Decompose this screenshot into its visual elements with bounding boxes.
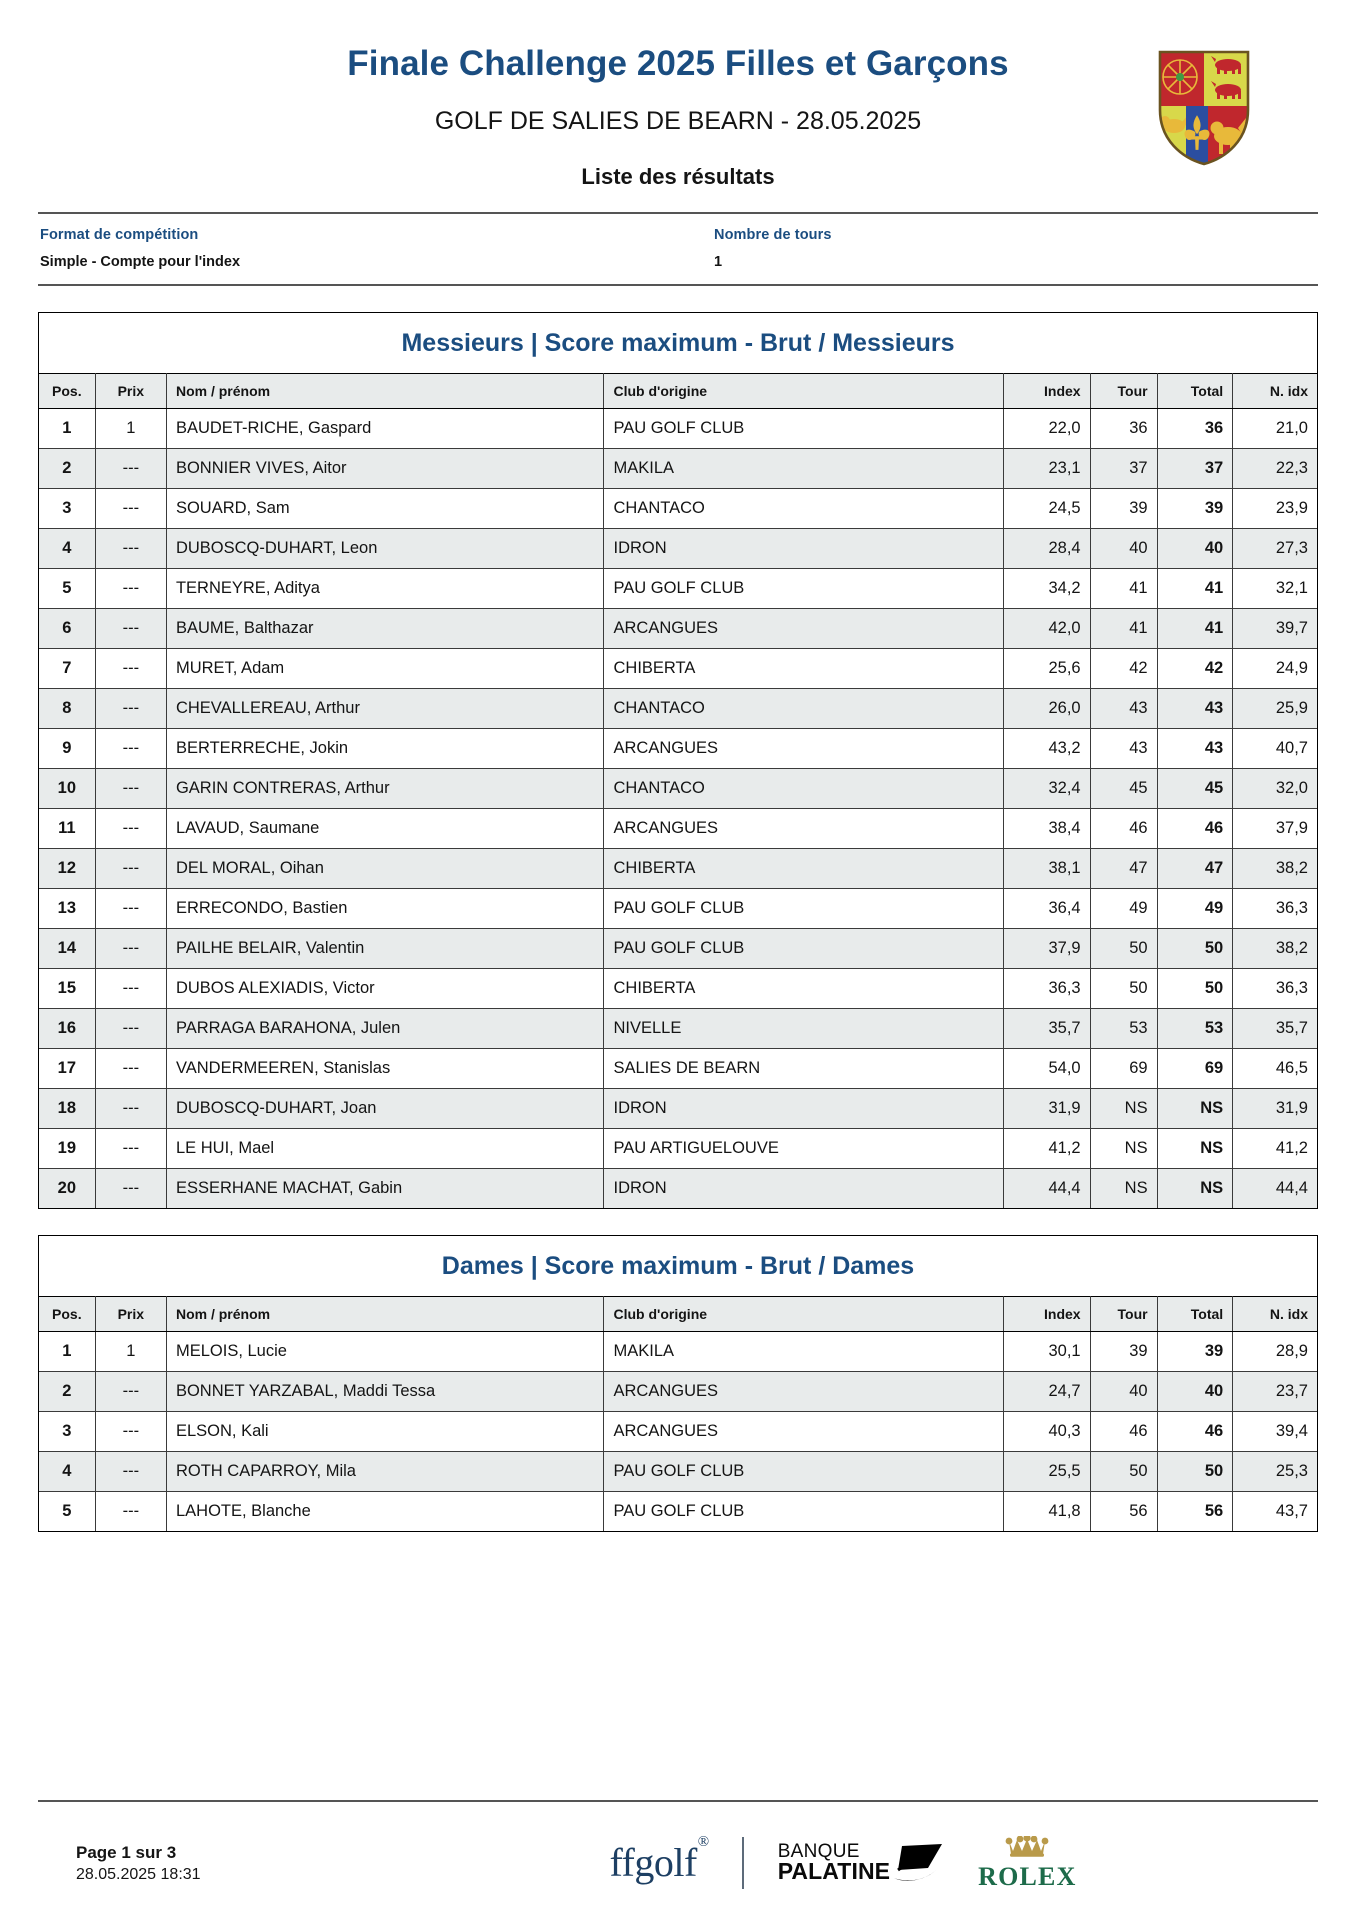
table-row	[39, 809, 1317, 849]
column-header-total: Total	[1157, 1297, 1233, 1332]
cell-club: SALIES DE BEARN	[604, 1049, 1004, 1089]
document-header	[38, 0, 1318, 190]
cell-club: CHANTACO	[604, 769, 1004, 809]
cell-tour: 53	[1090, 1009, 1157, 1049]
cell-index: 41,8	[1004, 1492, 1090, 1532]
section-title: Messieurs | Score maximum - Brut / Messieurs	[401, 329, 955, 358]
cell-pos: 19	[39, 1129, 95, 1169]
cell-name: ERRECONDO, Bastien	[166, 889, 604, 929]
cell-tour: NS	[1090, 1129, 1157, 1169]
cell-pos: 15	[39, 969, 95, 1009]
cell-index: 24,5	[1004, 489, 1090, 529]
cell-total: 42	[1157, 649, 1233, 689]
cell-total: 50	[1157, 1452, 1233, 1492]
cell-nidx: 43,7	[1275, 1502, 1308, 1521]
cell-name: BONNET YARZABAL, Maddi Tessa	[166, 1372, 604, 1412]
cell-nidx: 44,4	[1233, 1169, 1317, 1209]
cell-nidx: 22,3	[1233, 449, 1317, 489]
logo-divider	[742, 1837, 744, 1889]
cell-name: DUBOSCQ-DUHART, Leon	[166, 529, 604, 569]
results-table	[39, 1296, 1317, 1531]
cell-tour: 42	[1090, 649, 1157, 689]
format-column	[38, 227, 678, 270]
palatine-line-2: PALATINE	[777, 1858, 891, 1885]
cell-index: 22,0	[1004, 409, 1090, 449]
table-row	[39, 1129, 1317, 1169]
cell-prix: ---	[95, 809, 166, 849]
cell-pos: 3	[39, 1412, 95, 1452]
cell-total: NS	[1157, 1169, 1233, 1209]
cell-nidx: 27,3	[1233, 529, 1317, 569]
table-row	[39, 569, 1317, 609]
ffgolf-logo	[609, 1833, 709, 1885]
cell-tour: 47	[1090, 849, 1157, 889]
cell-total: 39	[1157, 1332, 1233, 1372]
column-header-name: Nom / prénom	[166, 1297, 604, 1332]
cell-index: 44,4	[1004, 1169, 1090, 1209]
cell-nidx: 23,9	[1233, 489, 1317, 529]
cell-name: BONNIER VIVES, Aitor	[166, 449, 604, 489]
generation-timestamp: 28.05.2025 18:31	[76, 1865, 201, 1883]
results-sections	[38, 312, 1318, 1532]
cell-nidx: 36,3	[1233, 889, 1317, 929]
cell-prix: ---	[95, 1169, 166, 1209]
cell-tour: 36	[1090, 409, 1157, 449]
cell-prix: ---	[95, 1129, 166, 1169]
cell-prix: ---	[95, 609, 166, 649]
cell-tour: 39	[1090, 1332, 1157, 1372]
cell-index: 32,4	[1004, 769, 1090, 809]
cell-name: DUBOS ALEXIADIS, Victor	[166, 969, 604, 1009]
column-header-club: Club d'origine	[604, 1297, 1004, 1332]
cell-club: CHIBERTA	[604, 849, 1004, 889]
cell-index: 38,4	[1004, 809, 1090, 849]
column-header-index: Index	[1004, 1297, 1090, 1332]
cell-tour: 37	[1090, 449, 1157, 489]
column-header-tour: Tour	[1090, 374, 1157, 409]
cell-index: 26,0	[1004, 689, 1090, 729]
cell-name: GARIN CONTRERAS, Arthur	[166, 769, 604, 809]
table-row	[39, 1332, 1317, 1372]
cell-name: TERNEYRE, Aditya	[166, 569, 604, 609]
cell-club: MAKILA	[604, 1332, 1004, 1372]
cell-nidx: 35,7	[1233, 1009, 1317, 1049]
table-row	[39, 1372, 1317, 1412]
cell-index: 31,9	[1004, 1089, 1090, 1129]
cell-tour: 46	[1090, 1412, 1157, 1452]
cell-tour: 50	[1090, 929, 1157, 969]
cell-prix: ---	[95, 1049, 166, 1089]
cell-prix: ---	[95, 569, 166, 609]
table-row	[39, 729, 1317, 769]
table-row	[39, 1452, 1317, 1492]
cell-name: BERTERRECHE, Jokin	[166, 729, 604, 769]
table-row	[39, 1009, 1317, 1049]
cell-tour: 39	[1090, 489, 1157, 529]
meta-bottom-rule	[38, 284, 1318, 286]
cell-nidx: 37,9	[1233, 809, 1317, 849]
cell-nidx: 41,2	[1233, 1129, 1317, 1169]
cell-club: PAU ARTIGUELOUVE	[604, 1129, 1004, 1169]
cell-nidx: 39,4	[1233, 1412, 1317, 1452]
cell-pos: 3	[39, 489, 95, 529]
cell-name: DEL MORAL, Oihan	[166, 849, 604, 889]
cell-nidx: 28,9	[1233, 1332, 1317, 1372]
cell-nidx: 23,7	[1233, 1372, 1317, 1412]
cell-index: 28,4	[1004, 529, 1090, 569]
cell-nidx: 32,1	[1233, 569, 1317, 609]
cell-club: CHANTACO	[604, 489, 1004, 529]
table-row	[39, 529, 1317, 569]
rounds-value: 1	[714, 254, 723, 271]
table-header-row	[39, 1297, 1317, 1332]
cell-nidx: 38,2	[1233, 849, 1317, 889]
footer-page-info	[76, 1843, 406, 1884]
cell-name: CHEVALLEREAU, Arthur	[166, 689, 604, 729]
cell-club: CHIBERTA	[604, 969, 1004, 1009]
palatine-flag-icon	[892, 1842, 944, 1884]
cell-total: 46	[1157, 809, 1233, 849]
cell-prix: ---	[95, 529, 166, 569]
cell-index: 43,2	[1004, 729, 1090, 769]
results-table	[39, 373, 1317, 1208]
cell-club: IDRON	[604, 1089, 1004, 1129]
column-header-index: Index	[1004, 374, 1090, 409]
cell-pos: 16	[39, 1009, 95, 1049]
cell-total: 56	[1157, 1492, 1233, 1532]
table-row	[39, 1169, 1317, 1209]
cell-total: 36	[1157, 409, 1233, 449]
cell-nidx: 25,9	[1233, 689, 1317, 729]
cell-index: 30,1	[1004, 1332, 1090, 1372]
cell-pos: 4	[39, 529, 95, 569]
cell-pos: 17	[39, 1049, 95, 1089]
section-title: Dames | Score maximum - Brut / Dames	[441, 1252, 915, 1281]
column-header-nidx: N. idx	[1233, 1297, 1317, 1332]
cell-tour: 50	[1090, 969, 1157, 1009]
format-value: Simple - Compte pour l'index	[40, 254, 241, 271]
cell-index: 35,7	[1004, 1009, 1090, 1049]
cell-club: ARCANGUES	[604, 1412, 1004, 1452]
rolex-logo	[978, 1836, 1076, 1890]
cell-total: 41	[1157, 569, 1233, 609]
page-footer	[38, 1800, 1318, 1920]
cell-index: 25,5	[1004, 1452, 1090, 1492]
cell-nidx: 24,9	[1233, 649, 1317, 689]
cell-total: 40	[1157, 1372, 1233, 1412]
table-row	[39, 849, 1317, 889]
cell-pos: 8	[39, 689, 95, 729]
table-row	[39, 1089, 1317, 1129]
cell-name: ROTH CAPARROY, Mila	[166, 1452, 604, 1492]
table-row	[39, 449, 1317, 489]
cell-club: PAU GOLF CLUB	[604, 889, 1004, 929]
cell-nidx: 46,5	[1233, 1049, 1317, 1089]
column-header-tour: Tour	[1090, 1297, 1157, 1332]
rounds-label: Nombre de tours	[714, 227, 832, 244]
cell-total: NS	[1157, 1129, 1233, 1169]
cell-total: 69	[1157, 1049, 1233, 1089]
cell-pos: 10	[39, 769, 95, 809]
cell-prix: ---	[95, 729, 166, 769]
cell-prix: ---	[95, 969, 166, 1009]
table-row	[39, 609, 1317, 649]
cell-pos: 1	[39, 1332, 95, 1372]
page-title: Finale Challenge 2025 Filles et Garçons	[347, 44, 1009, 83]
table-row	[39, 1492, 1317, 1532]
cell-club: ARCANGUES	[604, 1372, 1004, 1412]
cell-pos: 18	[39, 1089, 95, 1129]
column-header-total: Total	[1157, 374, 1233, 409]
competition-meta	[38, 214, 1318, 284]
cell-pos: 6	[39, 609, 95, 649]
cell-prix: 1	[95, 409, 166, 449]
cell-tour: 56	[1090, 1492, 1157, 1532]
section-heading: Liste des résultats	[581, 164, 775, 190]
cell-pos: 14	[39, 929, 95, 969]
cell-tour: 41	[1090, 609, 1157, 649]
cell-pos: 9	[39, 729, 95, 769]
cell-total: 45	[1157, 769, 1233, 809]
cell-name: ESSERHANE MACHAT, Gabin	[166, 1169, 604, 1209]
cell-nidx: 38,2	[1233, 929, 1317, 969]
column-header-nidx: N. idx	[1233, 374, 1317, 409]
table-row	[39, 1412, 1317, 1452]
cell-total: 47	[1157, 849, 1233, 889]
cell-total: NS	[1157, 1089, 1233, 1129]
cell-prix: ---	[95, 889, 166, 929]
cell-index: 54,0	[1004, 1049, 1090, 1089]
cell-club: PAU GOLF CLUB	[604, 929, 1004, 969]
cell-pos: 4	[39, 1452, 95, 1492]
cell-name: LAVAUD, Saumane	[166, 809, 604, 849]
cell-total: 49	[1157, 889, 1233, 929]
table-row	[39, 889, 1317, 929]
table-row	[39, 769, 1317, 809]
cell-index: 40,3	[1004, 1412, 1090, 1452]
cell-index: 34,2	[1004, 569, 1090, 609]
cell-club: PAU GOLF CLUB	[604, 1492, 1004, 1532]
table-row	[39, 489, 1317, 529]
cell-total: 39	[1157, 489, 1233, 529]
result-section	[38, 312, 1318, 1209]
page-number: Page 1 sur 3	[76, 1842, 177, 1862]
cell-prix: ---	[95, 769, 166, 809]
cell-tour: 40	[1090, 529, 1157, 569]
cell-name: PAILHE BELAIR, Valentin	[166, 929, 604, 969]
cell-tour: 43	[1090, 729, 1157, 769]
cell-club: PAU GOLF CLUB	[604, 409, 1004, 449]
cell-nidx: 25,3	[1233, 1452, 1317, 1492]
cell-club: ARCANGUES	[604, 809, 1004, 849]
cell-pos: 2	[39, 1372, 95, 1412]
cell-total: 37	[1157, 449, 1233, 489]
cell-index: 23,1	[1004, 449, 1090, 489]
cell-name: BAUDET-RICHE, Gaspard	[166, 409, 604, 449]
cell-club: PAU GOLF CLUB	[604, 569, 1004, 609]
cell-nidx: 32,0	[1233, 769, 1317, 809]
cell-index: 38,1	[1004, 849, 1090, 889]
cell-prix: ---	[95, 1089, 166, 1129]
cell-pos: 7	[39, 649, 95, 689]
cell-tour: 69	[1090, 1049, 1157, 1089]
cell-tour: NS	[1090, 1089, 1157, 1129]
column-header-club: Club d'origine	[604, 374, 1004, 409]
cell-total: 43	[1157, 729, 1233, 769]
cell-name: PARRAGA BARAHONA, Julen	[166, 1009, 604, 1049]
cell-name: ELSON, Kali	[166, 1412, 604, 1452]
cell-prix: ---	[95, 1372, 166, 1412]
cell-pos: 1	[39, 409, 95, 449]
cell-total: 53	[1157, 1009, 1233, 1049]
cell-index: 36,4	[1004, 889, 1090, 929]
cell-index: 37,9	[1004, 929, 1090, 969]
cell-name: SOUARD, Sam	[166, 489, 604, 529]
cell-club: CHANTACO	[604, 689, 1004, 729]
cell-name: BAUME, Balthazar	[166, 609, 604, 649]
cell-prix: ---	[95, 1412, 166, 1452]
cell-club: PAU GOLF CLUB	[604, 1452, 1004, 1492]
table-row	[39, 689, 1317, 729]
cell-pos: 2	[39, 449, 95, 489]
cell-club: IDRON	[604, 1169, 1004, 1209]
cell-name: VANDERMEEREN, Stanislas	[166, 1049, 604, 1089]
column-header-pos: Pos.	[39, 1297, 95, 1332]
cell-prix: ---	[95, 1452, 166, 1492]
column-header-prix: Prix	[95, 1297, 166, 1332]
table-row	[39, 929, 1317, 969]
cell-name: LAHOTE, Blanche	[166, 1492, 604, 1532]
cell-pos: 11	[39, 809, 95, 849]
cell-total: 40	[1157, 529, 1233, 569]
result-section	[38, 1235, 1318, 1532]
table-header-row	[39, 374, 1317, 409]
column-header-name: Nom / prénom	[166, 374, 604, 409]
venue-date-subtitle: GOLF DE SALIES DE BEARN - 28.05.2025	[434, 107, 922, 136]
bearn-coat-of-arms-icon	[1156, 48, 1252, 166]
cell-prix: ---	[95, 689, 166, 729]
cell-tour: 50	[1090, 1452, 1157, 1492]
cell-name: MURET, Adam	[166, 649, 604, 689]
column-header-prix: Prix	[95, 374, 166, 409]
cell-tour: NS	[1090, 1169, 1157, 1209]
cell-index: 42,0	[1004, 609, 1090, 649]
table-row	[39, 1049, 1317, 1089]
cell-pos: 5	[39, 569, 95, 609]
format-label: Format de compétition	[40, 227, 199, 244]
cell-nidx: 39,7	[1233, 609, 1317, 649]
cell-prix: ---	[95, 849, 166, 889]
cell-index: 36,3	[1004, 969, 1090, 1009]
cell-tour: 40	[1090, 1372, 1157, 1412]
palatine-line-1: BANQUE	[777, 1841, 860, 1863]
cell-nidx: 21,0	[1233, 409, 1317, 449]
cell-club: ARCANGUES	[604, 609, 1004, 649]
column-header-pos: Pos.	[39, 374, 95, 409]
cell-club: NIVELLE	[604, 1009, 1004, 1049]
cell-total: 50	[1157, 929, 1233, 969]
cell-nidx: 40,7	[1233, 729, 1317, 769]
sponsor-logos	[406, 1833, 1280, 1891]
cell-club: CHIBERTA	[604, 649, 1004, 689]
cell-nidx: 31,9	[1233, 1089, 1317, 1129]
cell-index: 24,7	[1004, 1372, 1090, 1412]
registered-trademark-icon: ®	[697, 1833, 709, 1850]
cell-prix: ---	[95, 929, 166, 969]
cell-total: 41	[1157, 609, 1233, 649]
cell-tour: 45	[1090, 769, 1157, 809]
cell-pos: 12	[39, 849, 95, 889]
cell-name: LE HUI, Mael	[166, 1129, 604, 1169]
cell-pos: 13	[39, 889, 95, 929]
cell-total: 46	[1157, 1412, 1233, 1452]
cell-name: DUBOSCQ-DUHART, Joan	[166, 1089, 604, 1129]
rolex-crown-icon	[1003, 1836, 1051, 1858]
cell-prix: ---	[95, 649, 166, 689]
cell-club: MAKILA	[604, 449, 1004, 489]
table-row	[39, 969, 1317, 1009]
banque-palatine-logo	[778, 1842, 944, 1884]
cell-prix: ---	[95, 449, 166, 489]
cell-tour: 43	[1090, 689, 1157, 729]
cell-prix: 1	[95, 1332, 166, 1372]
cell-nidx: 36,3	[1233, 969, 1317, 1009]
rolex-wordmark: ROLEX	[978, 1862, 1077, 1891]
cell-club: ARCANGUES	[604, 729, 1004, 769]
table-row	[39, 649, 1317, 689]
cell-total: 43	[1157, 689, 1233, 729]
cell-prix: ---	[95, 1492, 166, 1532]
cell-tour: 41	[1090, 569, 1157, 609]
cell-pos: 20	[39, 1169, 95, 1209]
table-row	[39, 409, 1317, 449]
cell-index: 41,2	[1004, 1129, 1090, 1169]
cell-prix: ---	[95, 489, 166, 529]
cell-club: IDRON	[604, 529, 1004, 569]
cell-tour: 49	[1090, 889, 1157, 929]
cell-tour: 46	[1090, 809, 1157, 849]
cell-index: 25,6	[1004, 649, 1090, 689]
ffgolf-wordmark: ffgolf	[609, 1840, 697, 1885]
cell-name: MELOIS, Lucie	[166, 1332, 604, 1372]
rounds-column	[678, 227, 1318, 270]
cell-prix: ---	[95, 1009, 166, 1049]
cell-total: 50	[1157, 969, 1233, 1009]
cell-pos: 5	[39, 1492, 95, 1532]
